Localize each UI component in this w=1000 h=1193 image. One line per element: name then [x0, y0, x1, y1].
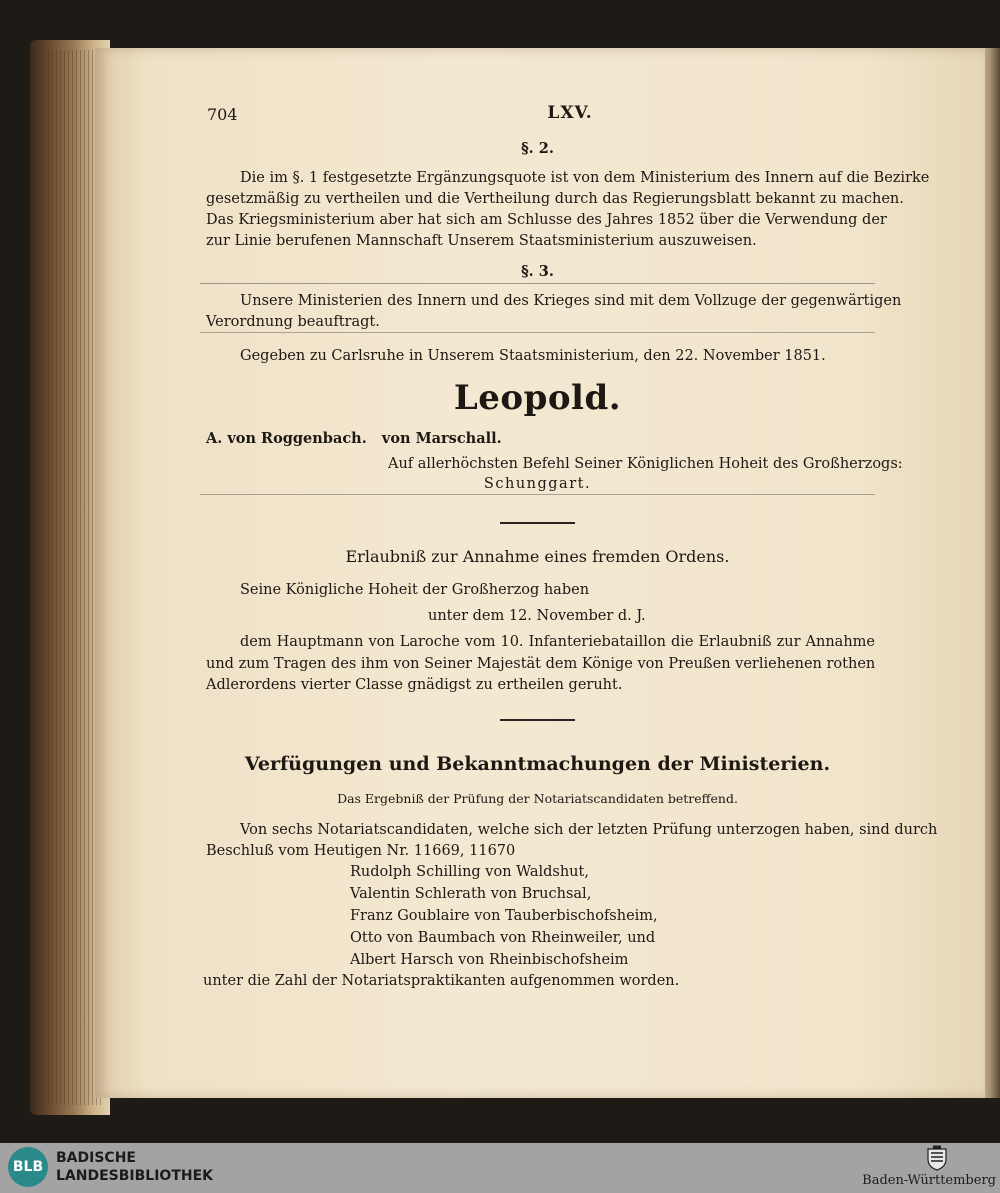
divider — [200, 332, 875, 333]
minister-signatures: A. von Roggenbach. von Marschall. — [206, 430, 502, 447]
candidate-item: Otto von Baumbach von Rheinweiler, und — [350, 930, 656, 946]
ministries-heading: Verfügungen und Bekanntmachungen der Ministerien. — [244, 753, 831, 775]
candidate-item: Albert Harsch von Rheinbischofsheim — [350, 952, 629, 968]
section-2-line: zur Linie berufenen Mannschaft Unserem Staatsministerium auszuweisen. — [206, 233, 757, 249]
candidate-item: Franz Goublaire von Tauberbischofsheim, — [350, 908, 658, 924]
divider — [200, 494, 875, 495]
page-header: LXV. — [547, 103, 593, 123]
order-body-line: und zum Tragen des ihm von Seiner Majestät dem Könige von Preußen verliehenen rothen — [206, 656, 876, 672]
command-line: Auf allerhöchsten Befehl Seiner Königlichen Hoheit des Großherzogs: — [388, 456, 903, 472]
sovereign-signature: Leopold. — [453, 378, 622, 418]
footer-bar — [0, 1143, 1000, 1193]
library-name[interactable]: BADISCHE LANDESBIBLIOTHEK — [56, 1150, 214, 1184]
order-line-2: unter dem 12. November d. J. — [428, 608, 646, 624]
divider — [200, 283, 875, 284]
order-line-1: Seine Königliche Hoheit der Großherzog haben — [240, 582, 590, 598]
short-rule — [500, 719, 575, 721]
notary-closing-line: unter die Zahl der Notariatspraktikanten aufgenommen worden. — [203, 973, 680, 989]
section-2-line: Das Kriegsministerium aber hat sich am Schlusse des Jahres 1852 über die Verwendung der — [206, 212, 887, 228]
candidate-item: Valentin Schlerath von Bruchsal, — [350, 886, 592, 902]
short-rule — [500, 522, 575, 524]
candidate-item: Rudolph Schilling von Waldshut, — [350, 864, 589, 880]
blb-logo[interactable]: BLB — [8, 1147, 48, 1187]
ministries-subheading: Das Ergebniß der Prüfung der Notariatscandidaten betreffend. — [337, 791, 738, 806]
given-line: Gegeben zu Carlsruhe in Unserem Staatsministerium, den 22. November 1851. — [240, 348, 826, 364]
section-2-line: gesetzmäßig zu vertheilen und die Vertheilung durch das Regierungsblatt bekannt zu machen. — [206, 191, 904, 207]
page-number: 704 — [207, 105, 238, 124]
section-2-heading: §. 2. — [521, 140, 554, 157]
order-title: Erlaubniß zur Annahme eines fremden Ordens. — [345, 547, 730, 566]
section-3-line: Unsere Ministerien des Innern und des Krieges sind mit dem Vollzuge der gegenwärtigen — [240, 293, 902, 309]
section-3-line: Verordnung beauftragt. — [206, 314, 380, 330]
state-name[interactable]: Baden-Württemberg — [862, 1173, 996, 1188]
order-body-line: dem Hauptmann von Laroche vom 10. Infanteriebataillon die Erlaubniß zur Annahme — [240, 634, 875, 650]
order-body-line: Adlerordens vierter Classe gnädigst zu ertheilen geruht. — [206, 677, 623, 693]
section-2-line: Die im §. 1 festgesetzte Ergänzungsquote ist von dem Ministerium des Innern auf die Bezirke — [240, 170, 930, 186]
section-3-heading: §. 3. — [521, 263, 554, 280]
coat-of-arms-icon — [926, 1145, 948, 1171]
secretary-signature: Schunggart. — [483, 476, 592, 492]
notary-intro-line: Beschluß vom Heutigen Nr. 11669, 11670 — [206, 843, 516, 859]
notary-intro-line: Von sechs Notariatscandidaten, welche sich der letzten Prüfung unterzogen haben, sind durch — [240, 822, 938, 838]
